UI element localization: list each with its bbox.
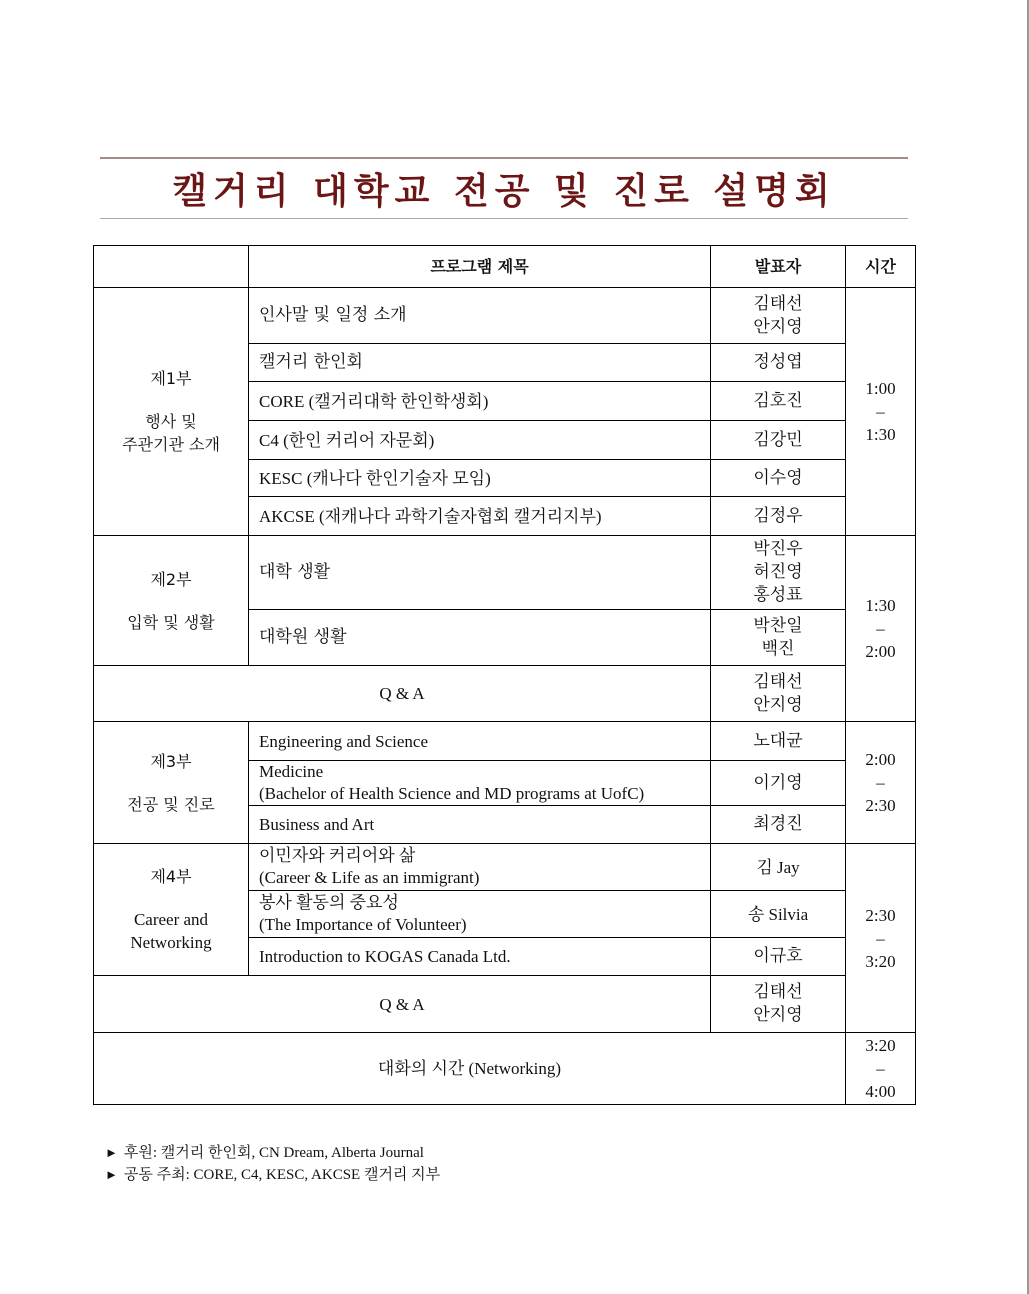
part-2-cell (94, 536, 249, 666)
schedule-table (93, 245, 916, 1105)
part-3-cell (94, 722, 249, 844)
presenter: 김태선 안지영 (711, 666, 846, 722)
part-label: 제4부 (150, 867, 192, 886)
part-subtitle: 입학 및 생활 (127, 612, 215, 632)
program-title: 인사말 및 일정 소개 (249, 288, 711, 344)
presenter: 정성엽 (711, 344, 846, 382)
qa-row (94, 666, 916, 722)
time-slot: 3:20 – 4:00 (846, 1033, 916, 1105)
part-subtitle: 행사 및 주관기관 소개 (122, 412, 220, 454)
table-row (94, 288, 916, 344)
title-rule-bottom (100, 218, 908, 219)
sponsor-text: 후원: 캘거리 한인회, CN Dream, Alberta Journal (123, 1145, 424, 1161)
part-subtitle: Career and Networking (130, 910, 212, 952)
header-time: 시간 (846, 246, 916, 288)
bullet-icon: ► (105, 1167, 118, 1182)
table-row (94, 722, 916, 761)
time-slot: 2:30 – 3:20 (846, 844, 916, 1033)
page-title: 캘거리 대학교 전공 및 진로 설명회 (172, 170, 836, 212)
presenter: 최경진 (711, 806, 846, 844)
presenter: 이규호 (711, 938, 846, 976)
header-row (94, 246, 916, 288)
part-1-cell (94, 288, 249, 536)
program-title: 봉사 활동의 중요성 (The Importance of Volunteer) (249, 891, 711, 938)
header-presenter: 발표자 (711, 246, 846, 288)
presenter: 송 Silvia (711, 891, 846, 938)
presenter: 김태선 안지영 (711, 976, 846, 1033)
program-title: 이민자와 커리어와 삶 (Career & Life as an immigrant) (249, 844, 711, 891)
presenter: 노대균 (711, 722, 846, 761)
part-label: 제1부 (150, 369, 192, 388)
qa-label: Q & A (94, 976, 711, 1033)
program-title: AKCSE (재캐나다 과학기술자협회 캘거리지부) (249, 497, 711, 536)
program-title: Engineering and Science (249, 722, 711, 761)
sponsor-line (105, 1142, 440, 1164)
time-slot: 1:30 – 2:00 (846, 536, 916, 722)
program-title: KESC (캐나다 한인기술자 모임) (249, 460, 711, 497)
cohost-text: 공동 주최: CORE, C4, KESC, AKCSE 캘거리 지부 (123, 1167, 441, 1183)
cohost-line (105, 1164, 440, 1186)
part-label: 제3부 (150, 751, 192, 771)
qa-row (94, 976, 916, 1033)
presenter: 김호진 (711, 382, 846, 421)
presenter: 김 Jay (711, 844, 846, 891)
networking-row (94, 1033, 916, 1105)
header-program: 프로그램 제목 (249, 246, 711, 288)
presenter: 이기영 (711, 761, 846, 806)
part-4-cell (94, 844, 249, 976)
program-title: CORE (캘거리대학 한인학생회) (249, 382, 711, 421)
program-title: Business and Art (249, 806, 711, 844)
presenter: 김태선 안지영 (711, 288, 846, 344)
time-slot: 2:00 – 2:30 (846, 722, 916, 844)
time-slot: 1:00 – 1:30 (846, 288, 916, 536)
header-blank (94, 246, 249, 288)
presenter: 박찬일 백진 (711, 610, 846, 666)
program-title: 대학 생활 (249, 536, 711, 610)
presenter: 이수영 (711, 460, 846, 497)
footer-notes (105, 1142, 440, 1186)
program-title: C4 (한인 커리어 자문회) (249, 421, 711, 460)
program-title: 캘거리 한인회 (249, 344, 711, 382)
program-title: Introduction to KOGAS Canada Ltd. (249, 938, 711, 976)
qa-label: Q & A (94, 666, 711, 722)
presenter: 박진우 허진영 홍성표 (711, 536, 846, 610)
networking-label: 대화의 시간 (Networking) (94, 1033, 846, 1105)
presenter: 김정우 (711, 497, 846, 536)
bullet-icon: ► (105, 1145, 118, 1160)
program-title: Medicine (Bachelor of Health Science and MD programs at UofC) (249, 761, 711, 806)
table-row (94, 536, 916, 610)
table-row (94, 844, 916, 891)
presenter: 김강민 (711, 421, 846, 460)
part-subtitle: 전공 및 진로 (127, 794, 215, 814)
part-label: 제2부 (150, 569, 192, 589)
program-title: 대학원 생활 (249, 610, 711, 666)
